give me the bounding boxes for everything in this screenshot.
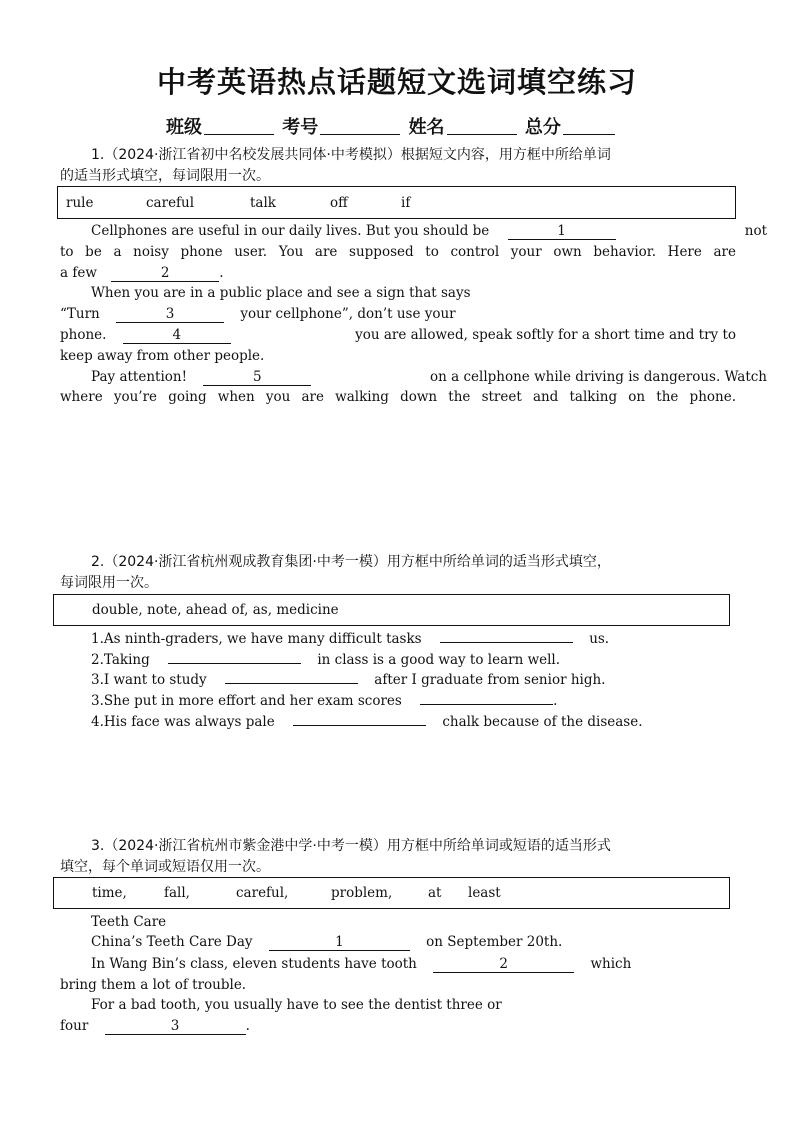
class-blank[interactable] (204, 116, 274, 135)
q3-intro-line2: 填空，每个单词或短语仅用一次。 (60, 859, 270, 875)
text: “Turn (60, 306, 100, 322)
q3-word: problem, (331, 885, 393, 901)
text: 3.I want to study (91, 672, 207, 688)
q3-passage-line (60, 954, 767, 974)
q3-word: careful, (236, 885, 289, 901)
text: which (590, 956, 632, 972)
q2-word-box (53, 594, 730, 626)
text: you are allowed, speak softly for a short time and try to (355, 327, 736, 343)
q1-passage-line (60, 263, 736, 283)
q1-intro-line2: 的适当形式填空，每词限用一次。 (60, 168, 270, 184)
q1-passage-line: where you’re going when you are walking down the street and talking on the phone. (60, 389, 736, 405)
text: on a cellphone while driving is dangerous. Watch (430, 369, 767, 385)
score-label: 总分 (524, 117, 561, 138)
q2-intro-line1: 2.（2024·浙江省杭州观成教育集团·中考一模）用方框中所给单词的适当形式填空， (91, 554, 611, 570)
number-label: 考号 (282, 117, 319, 138)
q1-word: careful (146, 194, 195, 211)
q1-word: talk (250, 194, 276, 211)
q2-sentence (60, 629, 767, 649)
q1-passage-line: When you are in a public place and see a sign that says (91, 285, 471, 301)
q1-passage-line: keep away from other people. (60, 348, 265, 364)
q3-word: least (468, 885, 501, 901)
text: In Wang Bin’s class, eleven students have tooth (91, 956, 417, 972)
page-title: 中考英语热点话题短文选词填空练习 (156, 65, 637, 99)
q2-sentence (60, 691, 767, 711)
q3-blank-1[interactable]: 1 (269, 935, 410, 951)
q2-sentence (60, 650, 767, 670)
q1-passage-line (60, 221, 767, 241)
q1-intro-line1: 1.（2024·浙江省初中名校发展共同体·中考模拟）根据短文内容，用方框中所给单词 (91, 147, 611, 163)
q1-blank-2[interactable]: 2 (111, 266, 219, 282)
q2-word-list: double, note, ahead of, as, medicine (92, 602, 339, 618)
text: chalk because of the disease. (442, 714, 643, 730)
text: phone. (60, 327, 107, 343)
q1-blank-5[interactable]: 5 (203, 370, 311, 386)
q2-blank-2[interactable] (168, 663, 301, 664)
text: 2.Taking (91, 652, 150, 668)
q3-word: time, (92, 885, 127, 901)
q2-intro-line2: 每词限用一次。 (60, 575, 158, 591)
q3-passage-line (60, 1016, 736, 1036)
score-blank[interactable] (563, 116, 615, 135)
text: in class is a good way to learn well. (317, 652, 561, 668)
q1-blank-4[interactable]: 4 (123, 328, 231, 344)
text: 3.She put in more effort and her exam scores (91, 693, 402, 709)
text: China’s Teeth Care Day (91, 934, 253, 950)
q1-word-box (57, 186, 736, 219)
text: after I graduate from senior high. (374, 672, 606, 688)
name-label: 姓名 (408, 117, 445, 138)
q1-word: rule (66, 194, 94, 211)
q2-sentence (60, 712, 767, 732)
q1-passage-line (60, 325, 736, 345)
q3-passage-line: For a bad tooth, you usually have to see the dentist three or (91, 997, 502, 1013)
q1-word: off (330, 194, 348, 211)
q1-passage-line: to be a noisy phone user. You are supposed to control your own behavior. Here are (60, 244, 736, 260)
text: four (60, 1018, 89, 1034)
q1-word: if (401, 194, 411, 211)
q1-blank-3[interactable]: 3 (116, 307, 224, 323)
text: Pay attention! (91, 369, 188, 385)
q3-word-box (53, 877, 730, 909)
text: 4.His face was always pale (91, 714, 275, 730)
q2-blank-3[interactable] (225, 683, 358, 684)
q3-blank-2[interactable]: 2 (433, 957, 574, 973)
text: a few (60, 265, 97, 281)
text: Cellphones are useful in our daily lives. But you should be (91, 223, 490, 239)
name-blank[interactable] (447, 116, 517, 135)
q3-heading: Teeth Care (91, 914, 167, 930)
q3-intro-line1: 3.（2024·浙江省杭州市紫金港中学·中考一模）用方框中所给单词或短语的适当形式 (91, 838, 611, 854)
text: your cellphone”, don’t use your (240, 306, 456, 322)
text: . (245, 1018, 250, 1034)
q1-passage-line (60, 304, 736, 324)
text: 1.As ninth-graders, we have many difficult tasks (91, 631, 422, 647)
text: us. (589, 631, 610, 647)
q3-word: at (428, 885, 442, 901)
text: . (219, 265, 224, 281)
q2-blank-1[interactable] (440, 642, 573, 643)
q3-passage-line (60, 932, 767, 952)
student-info-line (166, 113, 617, 139)
text: not (744, 223, 767, 239)
text: . (553, 693, 558, 709)
q2-blank-5[interactable] (293, 725, 426, 726)
q3-blank-3[interactable]: 3 (105, 1019, 246, 1035)
q1-blank-1[interactable]: 1 (508, 224, 616, 240)
q3-word: fall, (164, 885, 190, 901)
number-blank[interactable] (320, 116, 400, 135)
text: on September 20th. (426, 934, 563, 950)
q1-passage-line (60, 367, 767, 387)
q3-passage-line: bring them a lot of trouble. (60, 977, 247, 993)
class-label: 班级 (166, 117, 202, 138)
q2-blank-4[interactable] (420, 704, 553, 705)
q2-sentence (60, 670, 767, 690)
